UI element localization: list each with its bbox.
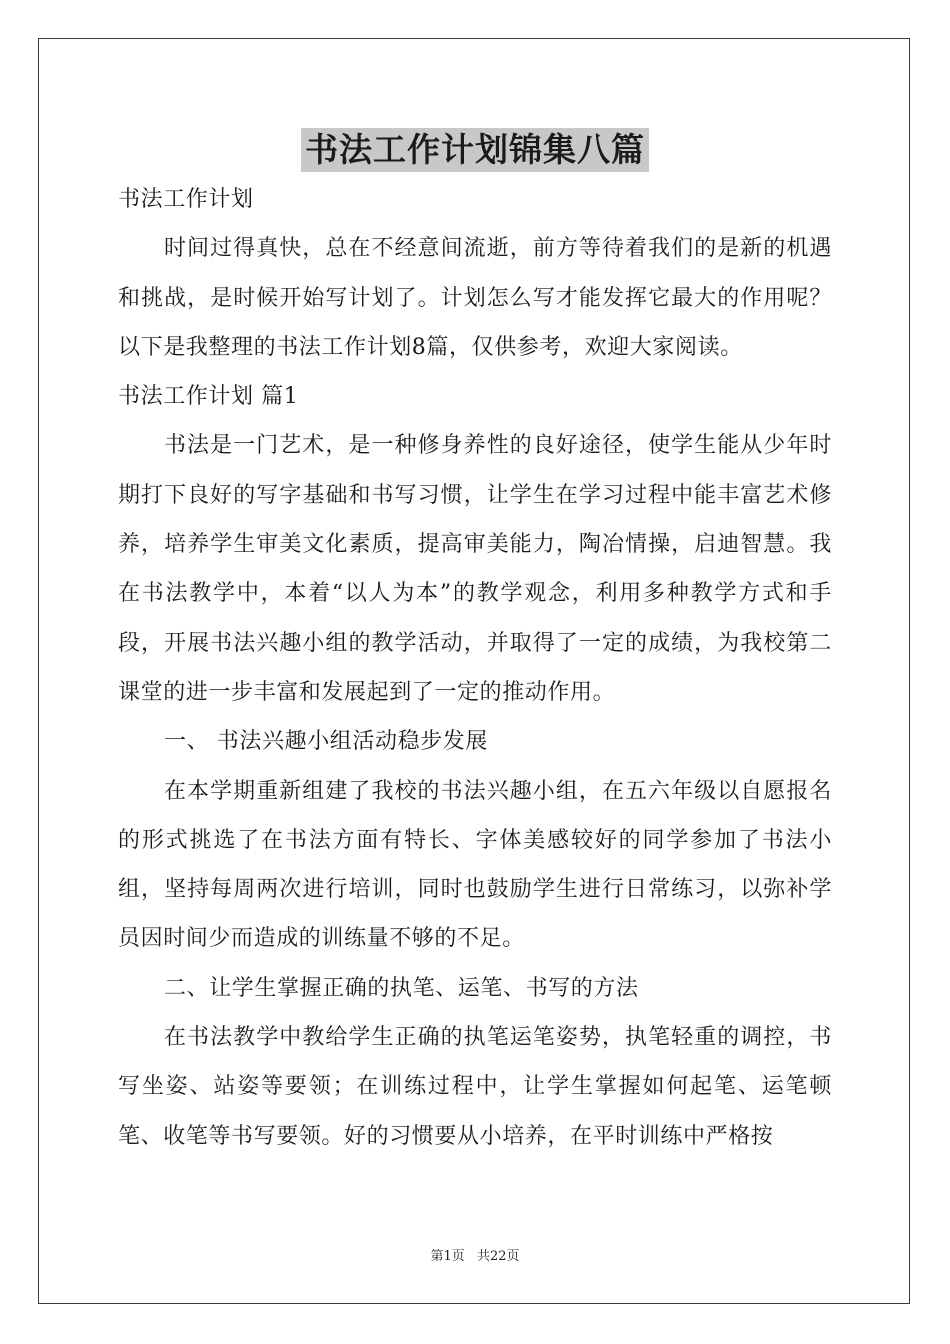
paragraph-body: 在本学期重新组建了我校的书法兴趣小组，在五六年级以自愿报名的形式挑选了在书法方面有特长、字体美感较好的同学参加了书法小组，坚持每周两次进行培训，同时也鼓励学生进行日常练习，以弥补学员因时间少而造成的训练量不够的不足。 (118, 778, 832, 952)
paragraph-body: 书法是一门艺术，是一种修身养性的良好途径，使学生能从少年时期打下良好的写字基础和书写习惯，让学生在学习过程中能丰富艺术修养，培养学生审美文化素质，提高审美能力，陶冶情操，启迪智慧。我在书法教学中，本着“以人为本”的教学观念，利用多种教学方式和手段，开展书法兴趣小组的教学活动，并取得了一定的成绩，为我校第二课堂的进一步丰富和发展起到了一定的推动作用。 (118, 433, 832, 705)
document-title-block (0, 128, 950, 172)
document-title: 书法工作计划锦集八篇 (301, 128, 649, 172)
page-total: 共22页 (476, 1249, 520, 1264)
paragraph-subheading-2: 二、让学生掌握正确的执笔、运笔、书写的方法 (164, 975, 639, 1001)
page-number: 第1页 (430, 1249, 465, 1264)
paragraph-heading: 书法工作计划 (118, 187, 254, 212)
page-footer (0, 1245, 950, 1264)
paragraph-subheading-1: 一、 书法兴趣小组活动稳步发展 (164, 729, 488, 755)
paragraph-intro: 时间过得真快，总在不经意间流逝，前方等待着我们的是新的机遇和挑战，是时候开始写计划了。计划怎么写才能发挥它最大的作用呢？以下是我整理的书法工作计划8篇，仅供参考，欢迎大家阅读。 (118, 236, 832, 360)
paragraph-section-title: 书法工作计划 篇1 (118, 384, 299, 410)
document-body (118, 175, 832, 1161)
paragraph-body: 在书法教学中教给学生正确的执笔运笔姿势，执笔轻重的调控，书写坐姿、站姿等要领；在训练过程中，让学生掌握如何起笔、运笔顿笔、收笔等书写要领。好的习惯要从小培养，在平时训练中严格按 (118, 1025, 832, 1149)
